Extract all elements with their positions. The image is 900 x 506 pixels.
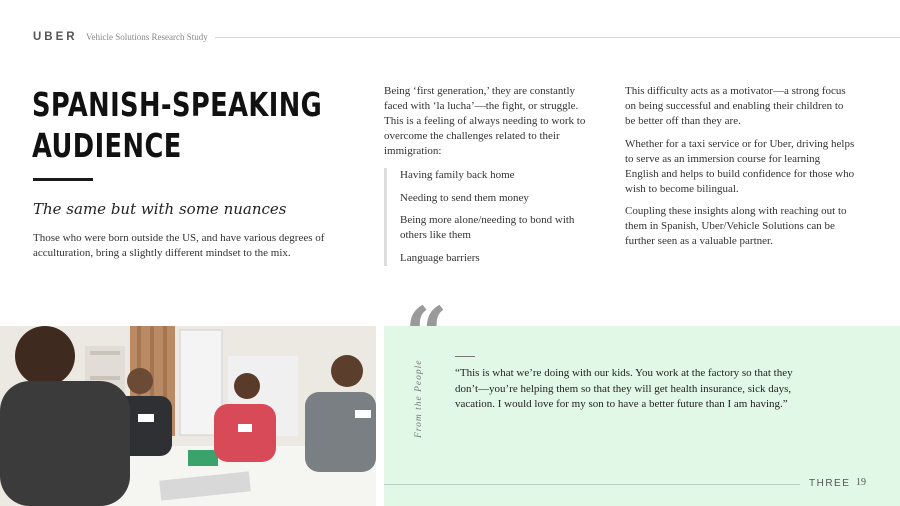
- study-name: Vehicle Solutions Research Study: [86, 32, 208, 42]
- list-item: Being more alone/needing to bond with others like them: [400, 214, 575, 241]
- column-3-paragraph: This difficulty acts as a motivator—a strong focus on being successful and enabling their children to be better off than they are.: [625, 85, 846, 127]
- meeting-photo: [0, 326, 376, 506]
- quote-text: “This is what we’re doing with our kids. You work at the factory so that they don’t—you’re helping them so that they will get health insurance, sick days, vacation. I would love for my son to have a better future than I am having.”: [455, 367, 793, 410]
- list-item: Language barriers: [400, 251, 480, 264]
- list-item: Having family back home: [400, 169, 515, 181]
- column-2-paragraph: Being ‘first generation,’ they are constantly faced with ‘la lucha’—the fight, or struggle. This is a feeling of always needing to work to overcome the challenges related to their immigration:: [384, 85, 586, 157]
- footer-logo: THREE: [809, 478, 851, 489]
- quote-section-label: From the People: [414, 359, 424, 438]
- column-3-paragraph: Whether for a taxi service or for Uber, driving helps to serve as an immersion course for learning English and helps to build confidence for those who wish to become bilingual.: [625, 137, 855, 195]
- challenges-list: [384, 168, 596, 266]
- subtitle: The same but with some nuances: [33, 200, 287, 218]
- header-divider: [215, 37, 900, 38]
- column-3-paragraph: Coupling these insights along with reaching out to them in Spanish, Uber/Vehicle Solutions can be further seen as a valuable partner.: [625, 205, 847, 247]
- meeting-photo-illustration: [0, 326, 376, 506]
- quote-mark-icon: “: [405, 292, 448, 378]
- brand-logo: UBER: [33, 31, 78, 43]
- intro-paragraph: Those who were born outside the US, and have various degrees of acculturation, bring a slightly different mindset to the mix.: [33, 232, 325, 259]
- column-3: [625, 84, 855, 257]
- page-number: 19: [856, 477, 866, 488]
- page-title-line-2: AUDIENCE: [32, 126, 182, 165]
- title-underline: [33, 178, 93, 181]
- page-title-line-1: SPANISH-SPEAKING: [32, 85, 323, 124]
- list-item: Needing to send them money: [400, 191, 529, 204]
- footer-divider: [384, 484, 800, 485]
- quote-rule: [455, 356, 475, 357]
- page-title: [32, 84, 323, 166]
